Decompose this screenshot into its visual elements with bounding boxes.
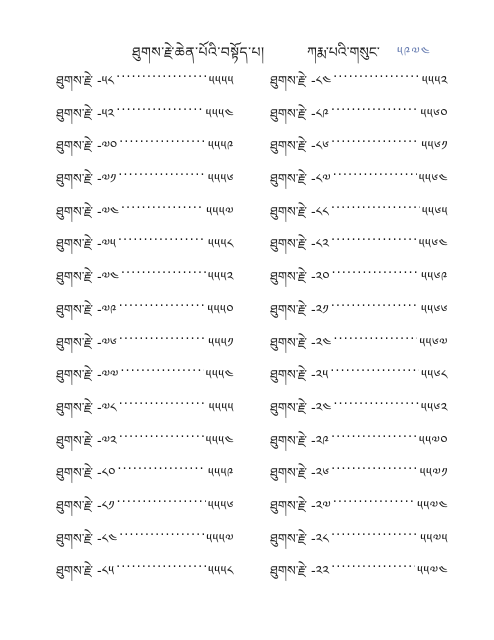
entry-label: ཐུགས་རྗེ་ xyxy=(56,335,93,351)
dot-leader xyxy=(331,131,419,146)
entry-label: ཐུགས་རྗེ་ xyxy=(270,433,307,449)
dot-leader xyxy=(116,66,207,81)
entry-page-number: ༥༥༦༤ xyxy=(418,237,448,253)
dot-leader xyxy=(118,229,206,244)
entry-number: -༥༢ xyxy=(96,106,115,122)
toc-entry xyxy=(270,131,448,164)
dot-leader xyxy=(331,524,418,539)
entry-number: -༢༧ xyxy=(310,498,331,514)
toc-entry xyxy=(56,99,234,132)
entry-number: -༧༤ xyxy=(96,270,119,286)
dot-leader xyxy=(333,164,417,179)
entry-page-number: ༥༥༦༢ xyxy=(420,400,448,416)
entry-page-number: ༥༥༦༤ xyxy=(418,172,448,188)
entry-page-number: ༥༥༧༥ xyxy=(420,531,448,547)
toc-entry xyxy=(270,328,448,361)
entry-label: ཐུགས་རྗེ་ xyxy=(270,531,307,547)
entry-label: ཐུགས་རྗེ་ xyxy=(270,302,307,318)
toc-entry xyxy=(56,524,234,557)
entry-label: ཐུགས་རྗེ་ xyxy=(56,498,93,514)
entry-number: -༢༢ xyxy=(310,564,330,580)
toc-entry xyxy=(270,66,448,99)
toc-entry xyxy=(270,393,448,426)
entry-label: ཐུགས་རྗེ་ xyxy=(270,106,307,122)
entry-number: -༨༤ xyxy=(96,531,118,547)
entry-number: -༢༩ xyxy=(310,433,329,449)
toc-entry xyxy=(270,197,448,230)
entry-number: -༧༢ xyxy=(96,433,117,449)
entry-label: ཐུགས་རྗེ་ xyxy=(56,106,93,122)
dot-leader xyxy=(331,99,419,114)
toc-entry xyxy=(56,556,234,589)
entry-label: ཐུགས་རྗེ་ xyxy=(270,498,307,514)
entry-page-number: ༥༥༧༠ xyxy=(418,433,448,449)
toc-entry xyxy=(56,491,234,524)
entry-number: -༢༤ xyxy=(310,400,332,416)
entry-label: ཐུགས་རྗེ་ xyxy=(56,204,93,220)
dot-leader xyxy=(116,99,203,114)
dot-leader xyxy=(119,393,207,408)
entry-page-number: ༥༥༦༩ xyxy=(421,270,448,286)
entry-number: -༧༠ xyxy=(96,139,118,155)
entry-number: -༧༥ xyxy=(96,237,116,253)
entry-number: -༢༥ xyxy=(310,368,329,384)
entry-page-number: ༥༥༥༢ xyxy=(207,270,234,286)
page-header xyxy=(0,34,494,61)
entry-number: -༥༨ xyxy=(96,74,115,89)
entry-page-number: ༥༥༦༡ xyxy=(421,139,448,155)
dot-leader xyxy=(331,295,419,310)
dot-leader xyxy=(119,426,204,441)
entry-page-number: ༥༥༧༤ xyxy=(417,564,448,580)
entry-page-number: ༥༥༧༤ xyxy=(417,498,448,514)
dot-leader xyxy=(331,426,417,441)
dot-leader xyxy=(119,524,204,539)
entry-page-number: ༥༥༦༦ xyxy=(420,302,448,318)
dot-leader xyxy=(119,328,207,343)
toc-entry xyxy=(56,426,234,459)
entry-label: ཐུགས་རྗེ་ xyxy=(56,237,93,253)
header-title: ཐུགས་རྗེ་ཆེན་པོའི་བསྟོད་པ། xyxy=(132,45,265,61)
dot-leader xyxy=(119,131,206,146)
entry-page-number: ༥༥༥༧ xyxy=(206,204,234,220)
dot-leader xyxy=(331,229,417,244)
dot-leader xyxy=(118,164,206,179)
entry-label: ཐུགས་རྗེ་ xyxy=(270,204,307,220)
entry-label: ཐུགས་རྗེ་ xyxy=(270,368,307,384)
dot-leader xyxy=(116,556,206,571)
entry-page-number: ༥༥༦༧ xyxy=(419,335,448,351)
entry-number: -༢༨ xyxy=(310,531,329,547)
entry-page-number: ༥༥༥༥ xyxy=(208,74,234,89)
entry-label: ཐུགས་རྗེ་ xyxy=(270,564,307,580)
entry-page-number: ༥༥༥༩ xyxy=(208,139,234,155)
dot-leader xyxy=(117,458,206,473)
dot-leader xyxy=(121,197,204,212)
entry-label: ཐུགས་རྗེ་ xyxy=(56,302,93,318)
entry-page-number: ༥༥༥༦ xyxy=(207,498,234,514)
entry-label: ཐུགས་རྗེ་ xyxy=(270,335,307,351)
entry-number: -༧༩ xyxy=(96,302,117,318)
entry-number: -༧༨ xyxy=(96,400,117,416)
toc-entry xyxy=(270,491,448,524)
dot-leader xyxy=(331,556,415,571)
entry-number: -༢༤ xyxy=(310,335,332,351)
entry-label: ཐུགས་རྗེ་ xyxy=(270,172,307,188)
entry-label: ཐུགས་རྗེ་ xyxy=(270,237,307,253)
toc-entry xyxy=(270,262,448,295)
dot-leader xyxy=(333,66,420,81)
dot-leader xyxy=(332,262,420,277)
entry-label: ཐུགས་རྗེ་ xyxy=(270,74,307,89)
entry-label: ཐུགས་རྗེ་ xyxy=(270,400,307,416)
entry-label: ཐུགས་རྗེ་ xyxy=(56,270,93,286)
dot-leader xyxy=(333,328,417,343)
toc-right-column xyxy=(270,66,448,589)
toc-entry xyxy=(270,229,448,262)
entry-number: -༨༠ xyxy=(96,466,116,482)
entry-page-number: ༥༥༦༥ xyxy=(421,204,448,220)
toc-entry xyxy=(56,66,234,99)
entry-page-number: ༥༥༥༥ xyxy=(208,400,234,416)
entry-label: ཐུགས་རྗེ་ xyxy=(56,531,93,547)
entry-label: ཐུགས་རྗེ་ xyxy=(56,433,93,449)
toc-entry xyxy=(56,295,234,328)
toc-entry xyxy=(56,328,234,361)
entry-label: ཐུགས་རྗེ་ xyxy=(270,466,307,482)
dot-leader xyxy=(331,197,420,212)
entry-number: -༧༤ xyxy=(96,204,119,220)
entry-number: -༨༥ xyxy=(96,564,115,580)
entry-number: -༨༧ xyxy=(310,172,331,188)
entry-page-number: ༥༥༥༤ xyxy=(205,106,234,122)
entry-number: -༨༢ xyxy=(310,237,329,253)
entry-number: -༨༩ xyxy=(310,106,329,122)
header-subtitle: ཀརྨ་པའི་གསུང་ xyxy=(307,45,380,61)
dot-leader xyxy=(117,491,206,506)
toc-entry xyxy=(270,524,448,557)
entry-number: -༧༦ xyxy=(96,335,117,351)
entry-number: -༧༡ xyxy=(96,172,117,188)
entry-label: ཐུགས་རྗེ་ xyxy=(56,74,93,89)
entry-label: ཐུགས་རྗེ་ xyxy=(270,270,307,286)
toc-entry xyxy=(270,295,448,328)
entry-page-number: ༥༥༥༨ xyxy=(207,237,234,253)
entry-label: ཐུགས་རྗེ་ xyxy=(56,564,93,580)
entry-page-number: ༥༥༥༢ xyxy=(421,74,448,89)
toc-entry xyxy=(270,360,448,393)
entry-number: -༢༦ xyxy=(310,466,330,482)
toc-entry xyxy=(56,458,234,491)
toc-left-column xyxy=(56,66,234,589)
entry-number: -༨༨ xyxy=(310,204,329,220)
toc-entry xyxy=(270,426,448,459)
page-number: ༥༩༧༤ xyxy=(397,45,431,60)
dot-leader xyxy=(330,360,419,375)
entry-number: -༨༦ xyxy=(310,139,329,155)
dot-leader xyxy=(333,491,415,506)
entry-label: ཐུགས་རྗེ་ xyxy=(56,139,93,155)
entry-page-number: ༥༥༥༧ xyxy=(206,531,234,547)
entry-page-number: ༥༥༥༤ xyxy=(205,368,234,384)
entry-label: ཐུགས་རྗེ་ xyxy=(56,466,93,482)
dot-leader xyxy=(119,295,206,310)
toc-entry xyxy=(56,360,234,393)
entry-page-number: ༥༥༥༩ xyxy=(208,466,234,482)
dot-leader xyxy=(333,393,419,408)
entry-page-number: ༥༥༥༡ xyxy=(208,335,234,351)
entry-page-number: ༥༥༥༦ xyxy=(207,172,234,188)
entry-page-number: ༥༥༥༨ xyxy=(207,564,234,580)
toc-entry xyxy=(56,393,234,426)
entry-number: -༢༠ xyxy=(310,270,330,286)
toc-entry xyxy=(56,197,234,230)
toc-entry xyxy=(270,556,448,589)
entry-label: ཐུགས་རྗེ་ xyxy=(56,368,93,384)
toc-entry xyxy=(56,229,234,262)
entry-page-number: ༥༥༧༡ xyxy=(419,466,448,482)
entry-number: -༧༧ xyxy=(96,368,119,384)
entry-label: ཐུགས་རྗེ་ xyxy=(56,400,93,416)
entry-number: -༨༡ xyxy=(96,498,115,514)
toc-entry xyxy=(56,131,234,164)
dot-leader xyxy=(121,262,206,277)
entry-number: -༨༤ xyxy=(310,74,332,89)
dot-leader xyxy=(331,458,418,473)
entry-page-number: ༥༥༥༠ xyxy=(207,302,234,318)
entry-number: -༢༡ xyxy=(310,302,329,318)
entry-label: ཐུགས་རྗེ་ xyxy=(270,139,307,155)
toc-entry xyxy=(270,458,448,491)
toc-entry xyxy=(270,99,448,132)
entry-page-number: ༥༥༦༠ xyxy=(420,106,448,122)
toc-entry xyxy=(56,164,234,197)
entry-page-number: ༥༥༥༤ xyxy=(205,433,234,449)
entry-page-number: ༥༥༦༨ xyxy=(421,368,448,384)
toc-entry xyxy=(270,164,448,197)
entry-label: ཐུགས་རྗེ་ xyxy=(56,172,93,188)
dot-leader xyxy=(120,360,203,375)
toc-entry xyxy=(56,262,234,295)
